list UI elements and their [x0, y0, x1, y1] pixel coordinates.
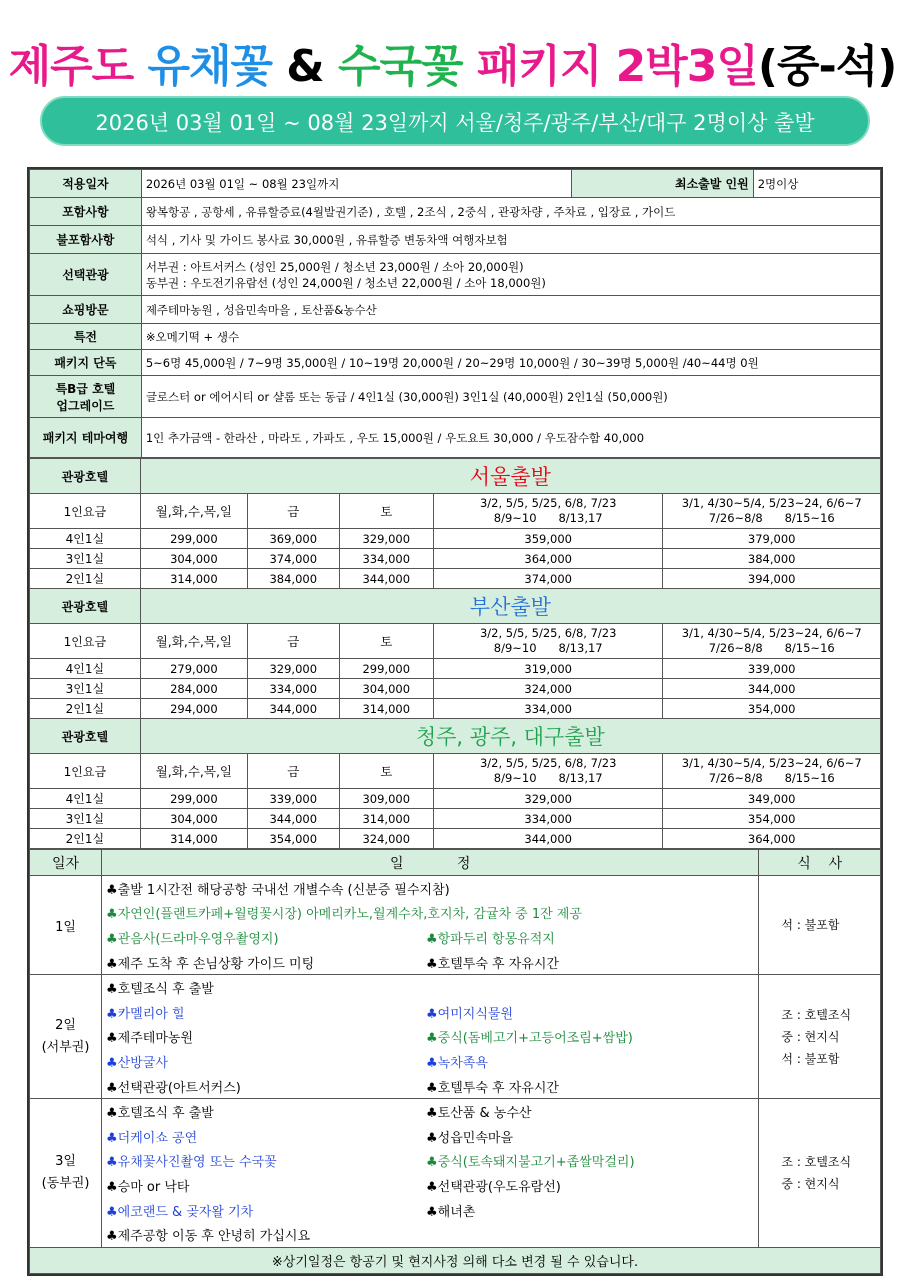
price-cell: 294,000: [140, 699, 247, 719]
price-cell: 354,000: [663, 809, 881, 829]
schedule-item: ♣호텔조식 후 출발: [106, 1106, 214, 1122]
day3-label: 3일: [55, 1154, 76, 1170]
info-table: [29, 169, 881, 458]
day-type-header: 토: [339, 494, 433, 529]
price-cell: 319,000: [433, 659, 662, 679]
schedule-day-header: 일자: [30, 850, 102, 876]
schedule-item: ♣승마 or 낙타: [106, 1179, 190, 1195]
per-person-label: 1인요금: [30, 624, 141, 659]
package-table: [27, 167, 883, 1276]
price-cell: 334,000: [433, 809, 662, 829]
schedule-line: [102, 1149, 758, 1174]
excl-label: 불포함사항: [30, 226, 142, 254]
meal-item: 조 : 호텔조식: [781, 1007, 852, 1022]
schedule-line: [102, 1074, 758, 1099]
price-cell: 384,000: [248, 569, 340, 589]
price-cell: 299,000: [140, 789, 247, 809]
day2-label: 2일: [55, 1017, 76, 1033]
schedule-item: ♣출발 1시간전 해당공항 국내선 개별수속 (신분증 필수지참): [106, 882, 450, 898]
schedule-item: ♣제주공항 이동 후 안녕히 가십시요: [106, 1229, 311, 1245]
schedule-item: ♣호텔투숙 후 자유시간: [426, 1080, 559, 1096]
bonus-value: ※오메기떡 + 생수: [141, 324, 880, 350]
schedule-table: [29, 849, 881, 1274]
day1-schedule: [102, 876, 759, 975]
schedule-line: [102, 1124, 758, 1149]
upgrade-label-2: 업그레이드: [56, 398, 115, 413]
bonus-label: 특전: [30, 324, 142, 350]
schedule-item: ♣호텔조식 후 출발: [106, 982, 214, 998]
meal-item: 중 : 현지식: [781, 1177, 840, 1192]
schedule-line: [102, 1049, 758, 1074]
price-cell: 299,000: [339, 659, 433, 679]
hotel-label: 관광호텔: [30, 589, 141, 624]
departure-region: 서울출발: [140, 459, 880, 494]
price-table: [29, 458, 881, 849]
shop-value: 제주테마농원 , 성읍민속마을 , 토산품&농수산: [141, 296, 880, 324]
schedule-item: ♣자연인(플랜트카페+월령꽃시장) 아메리카노,월계수차,호지차, 감귤차 중 1잔 제공: [106, 907, 582, 923]
day1-label: 1일: [30, 876, 102, 975]
price-cell: 394,000: [663, 569, 881, 589]
schedule-item: ♣카멜리아 힐: [106, 1006, 185, 1022]
price-cell: 314,000: [140, 829, 247, 849]
price-cell: 354,000: [663, 699, 881, 719]
price-cell: 314,000: [339, 699, 433, 719]
day-type-header: 금: [248, 494, 340, 529]
price-cell: 364,000: [433, 549, 662, 569]
price-cell: 374,000: [433, 569, 662, 589]
schedule-item: ♣해녀촌: [426, 1204, 476, 1220]
day2-schedule: [102, 975, 759, 1099]
hotel-label: 관광호텔: [30, 459, 141, 494]
room-type: 4인1실: [30, 659, 141, 679]
title-part: &: [286, 41, 324, 92]
peak1-dates: 8/9~10 8/13,17: [493, 511, 603, 525]
price-cell: 299,000: [140, 529, 247, 549]
upgrade-label-1: 특B급 호텔: [55, 381, 116, 396]
schedule-item: ♣중식(토속돼지불고기+좁쌀막걸리): [426, 1155, 635, 1171]
price-cell: 349,000: [663, 789, 881, 809]
schedule-line: [102, 1222, 758, 1247]
incl-label: 포함사항: [30, 198, 142, 226]
schedule-meal-header: 식 사: [759, 850, 881, 876]
day1-meals: [759, 876, 881, 975]
day-type-header: 월,화,수,목,일: [140, 754, 247, 789]
day-type-header: 토: [339, 754, 433, 789]
departure-region: 부산출발: [140, 589, 880, 624]
price-cell: 324,000: [433, 679, 662, 699]
day-type-header: 금: [248, 624, 340, 659]
peak2-dates: 3/1, 4/30~5/4, 5/23~24, 6/6~7: [681, 626, 862, 640]
meal-item: 조 : 호텔조식: [781, 1155, 852, 1170]
price-cell: 344,000: [248, 809, 340, 829]
day2-region: (서부권): [41, 1039, 90, 1055]
theme-value: 1인 추가금액 - 한라산 , 마라도 , 가파도 , 우도 15,000원 / 우도요트 30,000 / 우도잠수함 40,000: [141, 418, 880, 458]
title-part: (중-석): [757, 41, 897, 92]
subtitle-banner: 2026년 03월 01일 ~ 08월 23일까지 서울/청주/광주/부산/대구 2명이상 출발: [40, 96, 870, 146]
title-part: 패키지 2박3일: [476, 41, 758, 92]
title-part: 유채꽃: [147, 41, 272, 92]
price-cell: 284,000: [140, 679, 247, 699]
schedule-line: [102, 876, 758, 901]
price-cell: 279,000: [140, 659, 247, 679]
price-cell: 344,000: [248, 699, 340, 719]
day-type-header: 금: [248, 754, 340, 789]
schedule-line: [102, 1198, 758, 1223]
peak1-dates: 3/2, 5/5, 5/25, 6/8, 7/23: [479, 756, 617, 770]
apply-value: 2026년 03월 01일 ~ 08월 23일까지: [141, 170, 571, 198]
schedule-item: ♣성읍민속마을: [426, 1130, 514, 1146]
price-cell: 324,000: [339, 829, 433, 849]
day-type-header: 토: [339, 624, 433, 659]
per-person-label: 1인요금: [30, 494, 141, 529]
schedule-line: [102, 975, 758, 1000]
price-cell: 304,000: [140, 549, 247, 569]
price-cell: 339,000: [663, 659, 881, 679]
price-cell: 344,000: [339, 569, 433, 589]
peak2-dates: 7/26~8/8 8/15~16: [708, 771, 835, 785]
schedule-item: ♣선택관광(아트서커스): [106, 1080, 241, 1096]
schedule-item: ♣호텔투숙 후 자유시간: [426, 956, 559, 972]
incl-value: 왕복항공 , 공항세 , 유류할증료(4월발권기준) , 호텔 , 2조식 , 2중식 , 관광차량 , 주차료 , 입장료 , 가이드: [141, 198, 880, 226]
price-cell: 314,000: [339, 809, 433, 829]
price-cell: 374,000: [248, 549, 340, 569]
price-cell: 369,000: [248, 529, 340, 549]
schedule-item: ♣중식(돔베고기+고등어조림+쌈밥): [426, 1031, 633, 1047]
price-cell: 344,000: [663, 679, 881, 699]
footer-note: ※상기일정은 항공기 및 현지사정 의해 다소 변경 될 수 있습니다.: [30, 1247, 881, 1273]
room-type: 2인1실: [30, 569, 141, 589]
peak2-dates: 3/1, 4/30~5/4, 5/23~24, 6/6~7: [681, 756, 862, 770]
price-cell: 339,000: [248, 789, 340, 809]
schedule-item: ♣관음사(드라마우영우촬영지): [106, 931, 279, 947]
theme-label: 패키지 테마여행: [30, 418, 142, 458]
price-cell: 354,000: [248, 829, 340, 849]
schedule-item: ♣선택관광(우도유람선): [426, 1179, 561, 1195]
schedule-item: ♣에코랜드 & 곶자왈 기차: [106, 1204, 254, 1220]
solo-value: 5~6명 45,000원 / 7~9명 35,000원 / 10~19명 20,000원 / 20~29명 10,000원 / 30~39명 5,000원 /40~44명 0원: [141, 350, 880, 376]
price-cell: 364,000: [663, 829, 881, 849]
departure-region: 청주, 광주, 대구출발: [140, 719, 880, 754]
peak2-dates: 7/26~8/8 8/15~16: [708, 641, 835, 655]
day-type-header: 월,화,수,목,일: [140, 494, 247, 529]
page-title: [0, 30, 905, 94]
room-type: 3인1실: [30, 809, 141, 829]
schedule-item: ♣제주 도착 후 손님상황 가이드 미팅: [106, 956, 315, 972]
opt-label: 선택관광: [30, 254, 142, 296]
price-cell: 334,000: [248, 679, 340, 699]
price-cell: 384,000: [663, 549, 881, 569]
day-type-header: 월,화,수,목,일: [140, 624, 247, 659]
excl-value: 석식 , 기사 및 가이드 봉사료 30,000원 , 유류할증 변동차액 여행자보험: [141, 226, 880, 254]
schedule-line: [102, 1173, 758, 1198]
schedule-item: ♣유채꽃사진촬영 또는 수국꽃: [106, 1155, 277, 1171]
day2-meals: [759, 975, 881, 1099]
price-cell: 304,000: [140, 809, 247, 829]
title-part: 제주도: [8, 41, 134, 92]
price-cell: 329,000: [339, 529, 433, 549]
room-type: 4인1실: [30, 789, 141, 809]
price-cell: 334,000: [339, 549, 433, 569]
price-cell: 309,000: [339, 789, 433, 809]
schedule-line: [102, 1000, 758, 1025]
schedule-item: ♣녹차족욕: [426, 1055, 488, 1071]
day3-region: (동부권): [41, 1176, 90, 1192]
price-cell: 314,000: [140, 569, 247, 589]
shop-label: 쇼핑방문: [30, 296, 142, 324]
solo-label: 패키지 단독: [30, 350, 142, 376]
apply-label: 적용일자: [30, 170, 142, 198]
room-type: 4인1실: [30, 529, 141, 549]
schedule-item: ♣항파두리 항몽유적지: [426, 931, 555, 947]
room-type: 2인1실: [30, 829, 141, 849]
schedule-item: ♣산방굴사: [106, 1055, 168, 1071]
schedule-item: ♣더케이쇼 공연: [106, 1130, 198, 1146]
schedule-line: [102, 1025, 758, 1050]
peak1-dates: 8/9~10 8/13,17: [493, 641, 603, 655]
schedule-item: ♣토산품 & 농수산: [426, 1106, 532, 1122]
schedule-line: [102, 901, 758, 926]
peak2-dates: 3/1, 4/30~5/4, 5/23~24, 6/6~7: [681, 496, 862, 510]
day3-schedule: [102, 1099, 759, 1248]
schedule-item: ♣제주테마농원: [106, 1031, 194, 1047]
room-type: 2인1실: [30, 699, 141, 719]
schedule-line: [102, 925, 758, 950]
schedule-line: [102, 1099, 758, 1124]
hotel-label: 관광호텔: [30, 719, 141, 754]
peak2-dates: 7/26~8/8 8/15~16: [708, 511, 835, 525]
peak1-dates: 3/2, 5/5, 5/25, 6/8, 7/23: [479, 626, 617, 640]
price-cell: 379,000: [663, 529, 881, 549]
price-cell: 344,000: [433, 829, 662, 849]
peak1-dates: 8/9~10 8/13,17: [493, 771, 603, 785]
meal-item: 석 : 불포함: [781, 918, 840, 933]
per-person-label: 1인요금: [30, 754, 141, 789]
min-label: 최소출발 인원: [571, 170, 753, 198]
peak1-dates: 3/2, 5/5, 5/25, 6/8, 7/23: [479, 496, 617, 510]
price-cell: 329,000: [433, 789, 662, 809]
schedule-line: [102, 950, 758, 975]
meal-item: 중 : 현지식: [781, 1029, 840, 1044]
price-cell: 329,000: [248, 659, 340, 679]
price-cell: 334,000: [433, 699, 662, 719]
meal-item: 석 : 불포함: [781, 1051, 840, 1066]
opt-value-west: 서부권 : 아트서커스 (성인 25,000원 / 청소년 23,000원 / 소아 20,000원): [145, 259, 524, 274]
title-part: 수국꽃: [337, 41, 463, 92]
room-type: 3인1실: [30, 549, 141, 569]
opt-value-east: 동부권 : 우도전기유람선 (성인 24,000원 / 청소년 22,000원 / 소아 18,000원): [145, 275, 546, 290]
price-cell: 359,000: [433, 529, 662, 549]
price-cell: 304,000: [339, 679, 433, 699]
room-type: 3인1실: [30, 679, 141, 699]
min-value: 2명이상: [753, 170, 880, 198]
schedule-plan-header: 일 정: [102, 850, 759, 876]
day3-meals: [759, 1099, 881, 1248]
schedule-item: ♣여미지식물원: [426, 1006, 514, 1022]
upgrade-value: 글로스터 or 에어시티 or 샬롬 또는 동급 / 4인1실 (30,000원) 3인1실 (40,000원) 2인1실 (50,000원): [141, 376, 880, 418]
